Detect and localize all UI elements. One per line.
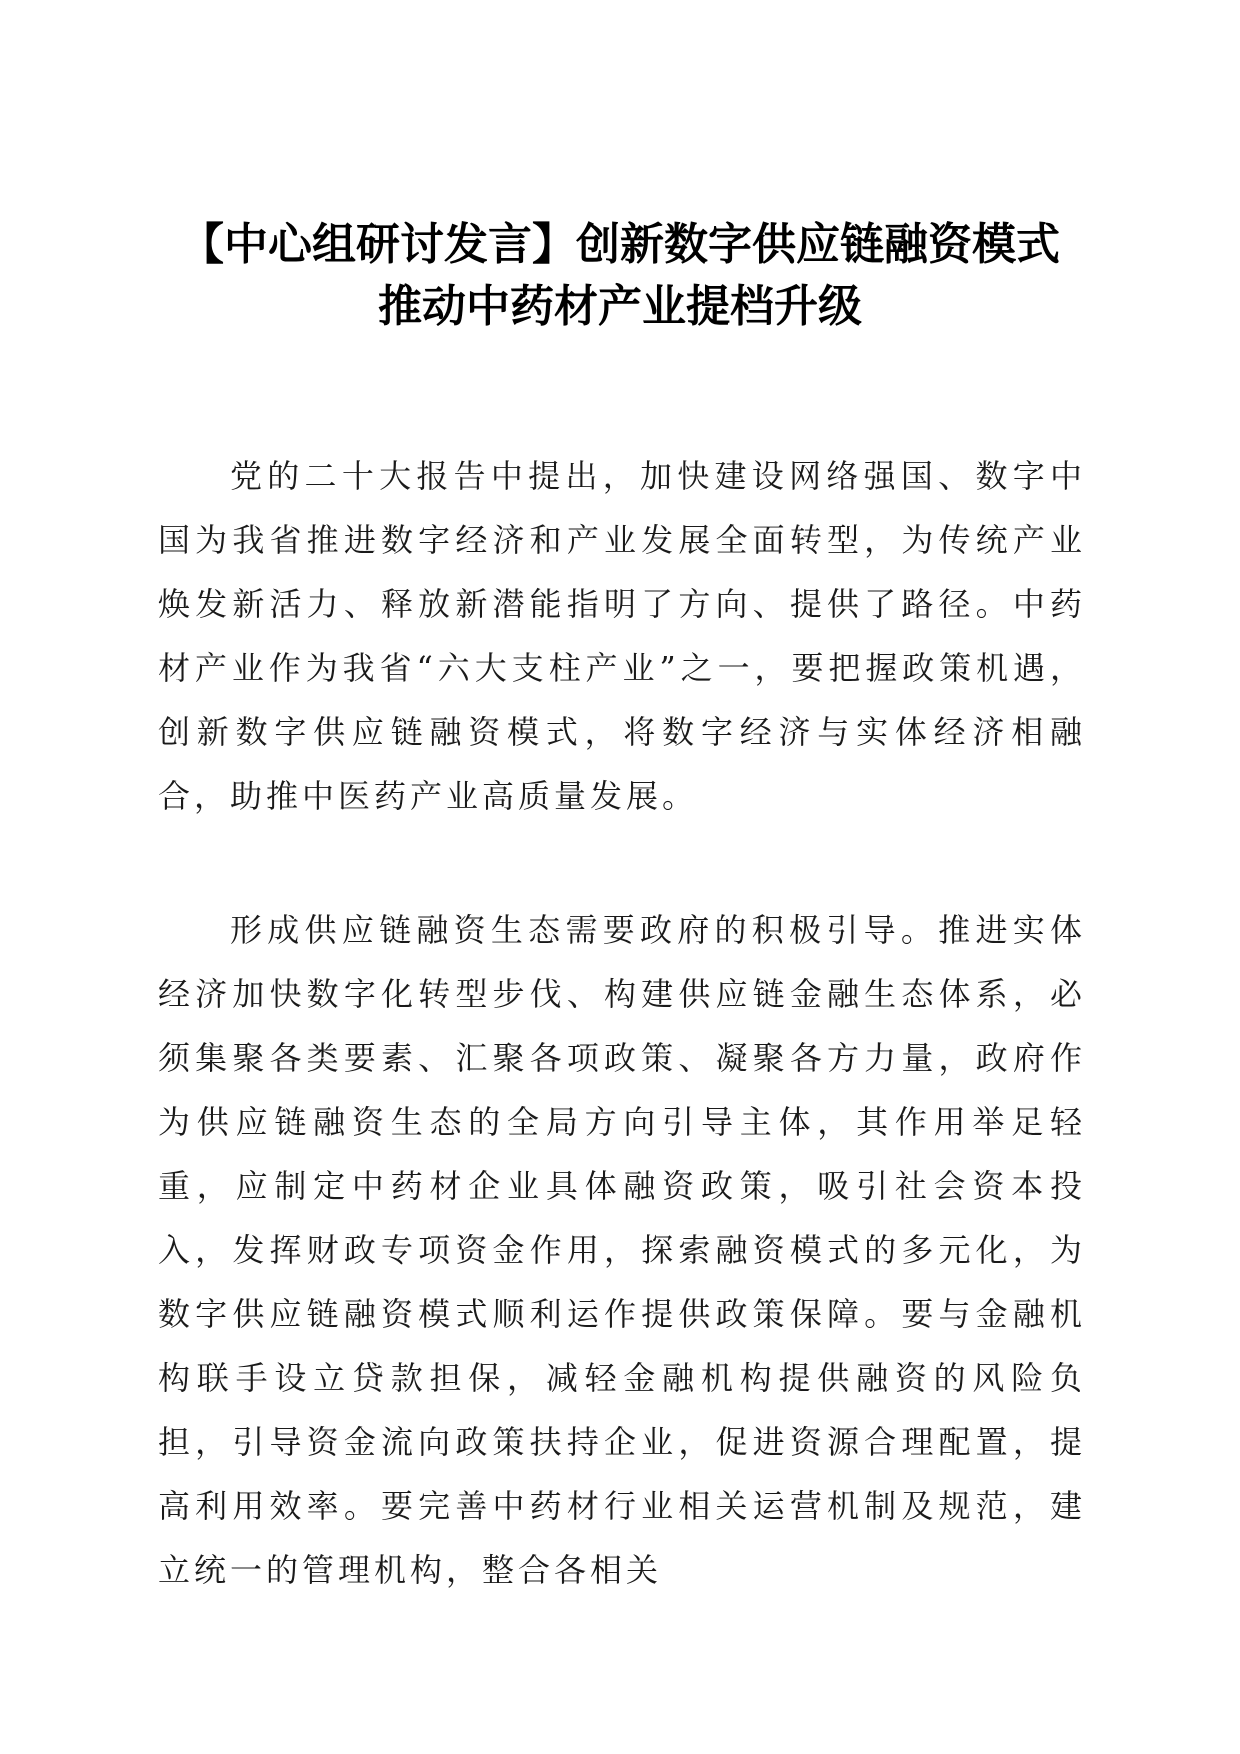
title-line-1: 【中心组研讨发言】创新数字供应链融资模式 <box>180 219 1060 270</box>
paragraph-1: 党的二十大报告中提出，加快建设网络强国、数字中国为我省推进数字经济和产业发展全面转型，为传统产业焕发新活力、释放新潜能指明了方向、提供了路径。中药材产业作为我省“六大支柱产业”之一，要把握政策机遇，创新数字供应链融资模式，将数字经济与实体经济相融合，助推中医药产业高质量发展。 <box>158 457 1086 815</box>
paragraph-2: 形成供应链融资生态需要政府的积极引导。推进实体经济加快数字化转型步伐、构建供应链金融生态体系，必须集聚各类要素、汇聚各项政策、凝聚各方力量，政府作为供应链融资生态的全局方向引导主体，其作用举足轻重，应制定中药材企业具体融资政策，吸引社会资本投入，发挥财政专项资金作用，探索融资模式的多元化，为数字供应链融资模式顺利运作提供政策保障。要与金融机构联手设立贷款担保，减轻金融机构提供融资的风险负担，引导资金流向政策扶持企业，促进资源合理配置，提高利用效率。要完善中药材行业相关运营机制及规范，建立统一的管理机构，整合各相关 <box>158 911 1086 1589</box>
document-title <box>150 214 1090 338</box>
title-line-2: 推动中药材产业提档升级 <box>378 281 862 332</box>
